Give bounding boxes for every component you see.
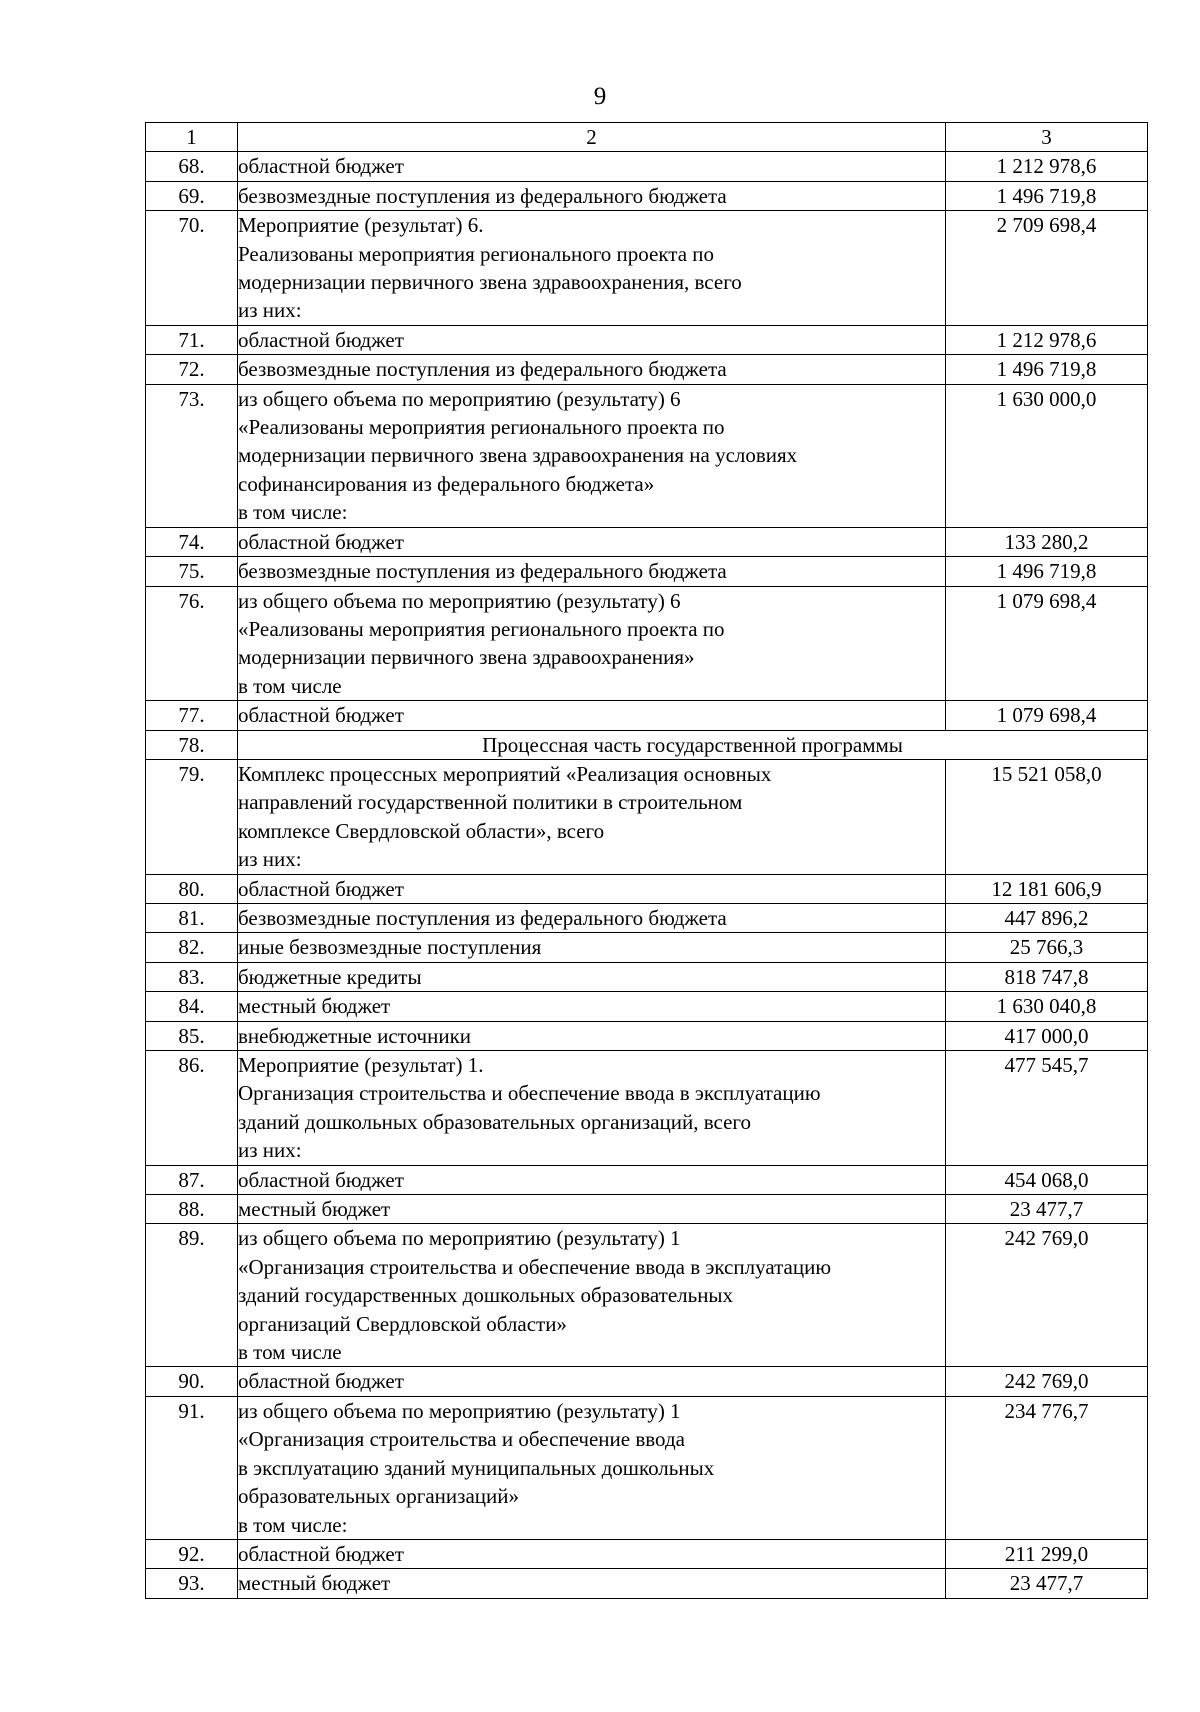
row-description bbox=[238, 992, 946, 1021]
row-number: 78. bbox=[146, 730, 238, 759]
table-row bbox=[146, 962, 1148, 991]
row-description bbox=[238, 1539, 946, 1568]
description-line: «Реализованы мероприятия регионального проекта по bbox=[238, 415, 725, 440]
table-row bbox=[146, 701, 1148, 730]
row-description bbox=[238, 1021, 946, 1050]
table-body bbox=[146, 152, 1148, 1598]
row-amount: 1 496 719,8 bbox=[946, 557, 1148, 586]
description-line: комплексе Свердловской области», всего bbox=[238, 818, 605, 843]
description-line: местный бюджет bbox=[238, 994, 391, 1019]
row-amount: 12 181 606,9 bbox=[946, 874, 1148, 903]
table-row bbox=[146, 903, 1148, 932]
row-number: 91. bbox=[146, 1396, 238, 1539]
description-line: из них: bbox=[238, 1138, 302, 1163]
table-row bbox=[146, 933, 1148, 962]
section-row bbox=[146, 730, 1148, 759]
description-line: местный бюджет bbox=[238, 1571, 391, 1596]
description-line: из них: bbox=[238, 847, 302, 872]
row-number: 80. bbox=[146, 874, 238, 903]
row-amount: 447 896,2 bbox=[946, 903, 1148, 932]
description-line: областной бюджет bbox=[238, 529, 404, 554]
description-line: областной бюджет bbox=[238, 327, 404, 352]
description-line: Реализованы мероприятия регионального проекта по bbox=[238, 241, 715, 266]
description-line: Комплекс процессных мероприятий «Реализация основных bbox=[238, 761, 772, 786]
description-line: модернизации первичного звена здравоохранения» bbox=[238, 645, 695, 670]
row-description bbox=[238, 903, 946, 932]
row-number: 74. bbox=[146, 527, 238, 556]
row-amount: 211 299,0 bbox=[946, 1539, 1148, 1568]
row-description bbox=[238, 1569, 946, 1598]
row-number: 84. bbox=[146, 992, 238, 1021]
description-line: областной бюджет bbox=[238, 1167, 404, 1192]
description-line: из них: bbox=[238, 298, 302, 323]
description-line: образовательных организаций» bbox=[238, 1484, 519, 1509]
table-row bbox=[146, 384, 1148, 527]
row-amount: 234 776,7 bbox=[946, 1396, 1148, 1539]
row-description bbox=[238, 759, 946, 874]
row-amount: 1 496 719,8 bbox=[946, 355, 1148, 384]
row-amount: 1 212 978,6 bbox=[946, 152, 1148, 181]
description-line: областной бюджет bbox=[238, 154, 404, 179]
row-description bbox=[238, 355, 946, 384]
row-amount: 818 747,8 bbox=[946, 962, 1148, 991]
row-description bbox=[238, 181, 946, 210]
row-description bbox=[238, 1051, 946, 1166]
row-amount: 1 630 000,0 bbox=[946, 384, 1148, 527]
row-amount: 1 496 719,8 bbox=[946, 181, 1148, 210]
row-amount: 454 068,0 bbox=[946, 1165, 1148, 1194]
row-number: 89. bbox=[146, 1224, 238, 1367]
table-row bbox=[146, 1539, 1148, 1568]
table-row bbox=[146, 1051, 1148, 1166]
description-line: иные безвозмездные поступления bbox=[238, 935, 542, 960]
row-number: 86. bbox=[146, 1051, 238, 1166]
header-col-1: 1 bbox=[146, 123, 238, 152]
table-row bbox=[146, 1021, 1148, 1050]
table-row bbox=[146, 325, 1148, 354]
row-description bbox=[238, 1195, 946, 1224]
row-number: 76. bbox=[146, 586, 238, 701]
row-description bbox=[238, 211, 946, 326]
description-line: «Реализованы мероприятия регионального проекта по bbox=[238, 616, 725, 641]
row-amount: 23 477,7 bbox=[946, 1195, 1148, 1224]
row-number: 75. bbox=[146, 557, 238, 586]
row-number: 68. bbox=[146, 152, 238, 181]
description-line: из общего объема по мероприятию (результату) 6 bbox=[238, 588, 681, 613]
description-line: Мероприятие (результат) 6. bbox=[238, 213, 484, 238]
row-description bbox=[238, 701, 946, 730]
table-row bbox=[146, 1367, 1148, 1396]
header-col-3: 3 bbox=[946, 123, 1148, 152]
row-description bbox=[238, 557, 946, 586]
description-line: организаций Свердловской области» bbox=[238, 1311, 567, 1336]
row-number: 73. bbox=[146, 384, 238, 527]
description-line: зданий государственных дошкольных образовательных bbox=[238, 1283, 734, 1308]
row-amount: 477 545,7 bbox=[946, 1051, 1148, 1166]
row-description bbox=[238, 527, 946, 556]
description-line: безвозмездные поступления из федерального бюджета bbox=[238, 183, 727, 208]
table-row bbox=[146, 759, 1148, 874]
row-description bbox=[238, 152, 946, 181]
table-row bbox=[146, 1224, 1148, 1367]
description-line: безвозмездные поступления из федерального бюджета bbox=[238, 559, 727, 584]
row-description bbox=[238, 1396, 946, 1539]
row-description bbox=[238, 874, 946, 903]
row-amount: 417 000,0 bbox=[946, 1021, 1148, 1050]
row-amount: 1 079 698,4 bbox=[946, 586, 1148, 701]
row-description bbox=[238, 384, 946, 527]
row-description bbox=[238, 1165, 946, 1194]
row-number: 72. bbox=[146, 355, 238, 384]
description-line: областной бюджет bbox=[238, 1369, 404, 1394]
header-col-2: 2 bbox=[238, 123, 946, 152]
row-number: 92. bbox=[146, 1539, 238, 1568]
description-line: модернизации первичного звена здравоохранения, всего bbox=[238, 270, 742, 295]
table-row bbox=[146, 527, 1148, 556]
row-amount: 23 477,7 bbox=[946, 1569, 1148, 1598]
description-line: из общего объема по мероприятию (результату) 1 bbox=[238, 1226, 681, 1251]
row-description bbox=[238, 325, 946, 354]
page-number: 9 bbox=[593, 83, 607, 110]
description-line: софинансирования из федерального бюджета» bbox=[238, 471, 655, 496]
row-amount: 15 521 058,0 bbox=[946, 759, 1148, 874]
description-line: Мероприятие (результат) 1. bbox=[238, 1053, 484, 1077]
table-header bbox=[146, 123, 1148, 152]
description-line: «Организация строительства и обеспечение ввода в эксплуатацию bbox=[238, 1254, 832, 1279]
description-line: областной бюджет bbox=[238, 1541, 404, 1566]
table-row bbox=[146, 874, 1148, 903]
description-line: безвозмездные поступления из федерального бюджета bbox=[238, 905, 727, 930]
row-number: 71. bbox=[146, 325, 238, 354]
description-line: в том числе: bbox=[238, 1512, 348, 1537]
description-line: модернизации первичного звена здравоохранения на условиях bbox=[238, 443, 798, 468]
row-number: 87. bbox=[146, 1165, 238, 1194]
row-number: 69. bbox=[146, 181, 238, 210]
description-line: из общего объема по мероприятию (результату) 6 bbox=[238, 386, 681, 411]
table-row bbox=[146, 992, 1148, 1021]
table-row bbox=[146, 1195, 1148, 1224]
description-line: местный бюджет bbox=[238, 1197, 391, 1222]
row-description bbox=[238, 586, 946, 701]
section-title: Процессная часть государственной программы bbox=[238, 730, 1148, 759]
header-row bbox=[146, 123, 1148, 152]
table-row bbox=[146, 181, 1148, 210]
row-description bbox=[238, 1224, 946, 1367]
table-row bbox=[146, 355, 1148, 384]
row-description bbox=[238, 933, 946, 962]
row-amount: 1 212 978,6 bbox=[946, 325, 1148, 354]
table-row bbox=[146, 152, 1148, 181]
row-number: 88. bbox=[146, 1195, 238, 1224]
description-line: областной бюджет bbox=[238, 876, 404, 901]
row-number: 82. bbox=[146, 933, 238, 962]
description-line: областной бюджет bbox=[238, 703, 404, 728]
row-number: 81. bbox=[146, 903, 238, 932]
table-row bbox=[146, 1165, 1148, 1194]
row-number: 79. bbox=[146, 759, 238, 874]
table-row bbox=[146, 211, 1148, 326]
row-amount: 133 280,2 bbox=[946, 527, 1148, 556]
description-line: внебюджетные источники bbox=[238, 1023, 472, 1048]
row-number: 85. bbox=[146, 1021, 238, 1050]
table-row bbox=[146, 1396, 1148, 1539]
row-number: 93. bbox=[146, 1569, 238, 1598]
description-line: Организация строительства и обеспечение ввода в эксплуатацию bbox=[238, 1081, 821, 1106]
table-row bbox=[146, 586, 1148, 701]
description-line: в том числе bbox=[238, 1340, 342, 1365]
description-line: зданий дошкольных образовательных организаций, всего bbox=[238, 1109, 752, 1134]
description-line: безвозмездные поступления из федерального бюджета bbox=[238, 357, 727, 382]
table-row bbox=[146, 1569, 1148, 1598]
row-number: 70. bbox=[146, 211, 238, 326]
description-line: в эксплуатацию зданий муниципальных дошкольных bbox=[238, 1455, 715, 1480]
row-number: 90. bbox=[146, 1367, 238, 1396]
row-amount: 242 769,0 bbox=[946, 1367, 1148, 1396]
row-amount: 25 766,3 bbox=[946, 933, 1148, 962]
row-amount: 242 769,0 bbox=[946, 1224, 1148, 1367]
budget-table bbox=[145, 122, 1148, 1599]
description-line: из общего объема по мероприятию (результату) 1 bbox=[238, 1398, 681, 1423]
row-amount: 1 079 698,4 bbox=[946, 701, 1148, 730]
row-description bbox=[238, 962, 946, 991]
row-number: 83. bbox=[146, 962, 238, 991]
description-line: направлений государственной политики в строительном bbox=[238, 790, 743, 815]
row-description bbox=[238, 1367, 946, 1396]
description-line: «Организация строительства и обеспечение ввода bbox=[238, 1427, 685, 1452]
row-amount: 2 709 698,4 bbox=[946, 211, 1148, 326]
description-line: в том числе bbox=[238, 673, 342, 698]
description-line: бюджетные кредиты bbox=[238, 964, 422, 989]
description-line: в том числе: bbox=[238, 500, 348, 525]
table-row bbox=[146, 557, 1148, 586]
row-amount: 1 630 040,8 bbox=[946, 992, 1148, 1021]
row-number: 77. bbox=[146, 701, 238, 730]
